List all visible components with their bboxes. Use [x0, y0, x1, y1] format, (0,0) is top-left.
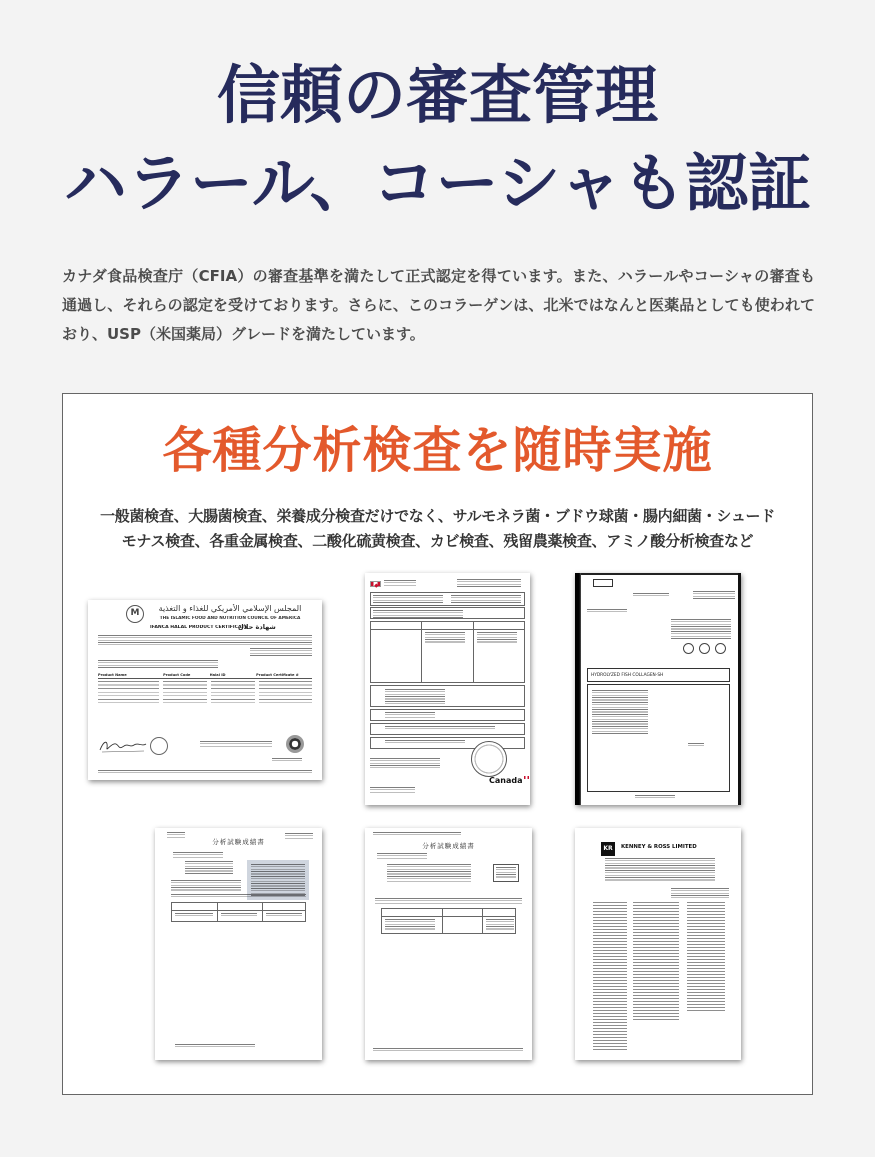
fine-print-lines — [671, 619, 731, 639]
intro-line: 通過し、それらの認定を受けております。さらに、このコラーゲンは、北米ではなんと医薬品としても使われて — [62, 296, 815, 314]
certificate-title: IFANCA HALAL PRODUCT CERTIFICATE — [150, 625, 248, 630]
fine-print-lines — [671, 888, 729, 898]
kr-logo — [601, 842, 615, 856]
halal-certificate-document — [88, 600, 322, 780]
fine-print-lines — [250, 648, 312, 656]
fine-print-lines — [251, 864, 305, 896]
round-seal-stamp — [150, 737, 168, 755]
fine-print-lines — [385, 689, 445, 704]
certificate-title-arabic: شهادة حلال — [238, 623, 276, 631]
analysis-section — [62, 393, 813, 1095]
table-column-lines — [98, 681, 159, 703]
fine-print-lines — [373, 610, 463, 618]
logo-letters: KR — [603, 845, 613, 852]
table-divider — [482, 909, 483, 933]
table-divider — [371, 629, 524, 630]
company-name: KENNEY & ROSS LIMITED — [621, 844, 697, 850]
form-section — [370, 709, 525, 721]
fine-print-lines — [688, 743, 704, 746]
collagen-analysis-report-document — [575, 573, 741, 805]
fine-print-lines — [373, 832, 461, 835]
fine-print-lines — [635, 795, 675, 798]
scan-edge — [575, 573, 581, 805]
fine-print-lines — [171, 880, 241, 892]
fine-print-lines — [221, 913, 257, 916]
fine-print-lines — [384, 580, 416, 587]
scan-edge — [738, 573, 741, 805]
fine-print-lines — [377, 853, 427, 859]
form-section — [370, 592, 525, 606]
form-section — [370, 723, 525, 735]
table-divider — [382, 916, 515, 917]
council-name-arabic: المجلس الإسلامي الأمريكي للغذاء و التغذية — [158, 604, 302, 613]
fine-print-lines — [373, 595, 443, 604]
form-section — [370, 607, 525, 619]
spec-labels — [593, 902, 627, 1052]
table-divider — [172, 910, 305, 911]
intro-paragraph — [62, 262, 815, 349]
fine-print-lines — [285, 833, 313, 839]
fine-print-lines — [175, 913, 213, 916]
table-column-lines — [163, 681, 207, 703]
certificate-table-rows — [98, 681, 312, 703]
fine-print-lines — [98, 635, 312, 645]
fine-print-lines — [486, 919, 514, 931]
table-header-cell: Product Certificate # — [256, 673, 299, 677]
council-name: THE ISLAMIC FOOD AND NUTRITION COUNCIL OF AMERICA — [159, 616, 301, 621]
table-divider — [217, 903, 218, 921]
description-line: モナス検査、各重金属検査、二酸化硫黄検査、カビ検査、残留農薬検査、アミノ酸分析検査など — [121, 532, 754, 550]
wordmark-text: Canada — [489, 776, 523, 785]
intro-line: おり、USP（米国薬局）グレードを満たしています。 — [62, 325, 425, 343]
footer-lines — [98, 770, 312, 773]
fine-print-lines — [385, 919, 435, 931]
fine-print-lines — [496, 867, 516, 879]
analysis-report-document — [155, 828, 322, 1060]
results-table — [171, 902, 306, 922]
report-title: 分析試験成績書 — [422, 842, 475, 850]
canada-flag-icon — [524, 776, 529, 779]
fine-print-lines — [370, 758, 440, 768]
analysis-report-document — [365, 828, 532, 1060]
form-stamp-box — [593, 579, 613, 587]
spec-values — [633, 902, 679, 1020]
description-line: 一般菌検査、大腸菌検査、栄養成分検査だけでなく、サルモネラ菌・ブドウ球菌・腸内細菌・シュード — [100, 507, 775, 525]
table-header-cell: Halal ID — [209, 673, 226, 677]
table-divider — [473, 622, 474, 682]
intro-line: カナダ食品検査庁（CFIA）の審査基準を満たして正式認定を得ています。また、ハラールやコーシャの審査も — [62, 267, 815, 285]
table-column-lines — [211, 681, 255, 703]
fine-print-lines — [385, 726, 495, 731]
signature-mark — [98, 738, 148, 754]
footer-lines — [373, 1048, 523, 1051]
fine-print-lines — [693, 591, 735, 599]
fine-print-lines — [171, 894, 306, 898]
fine-print-lines — [370, 787, 415, 793]
page-title-line-2: ハラール、コーシャも認証 — [63, 146, 812, 220]
ifanca-logo — [126, 605, 144, 623]
fine-print-lines — [185, 861, 233, 875]
table-header-cell: Product Name — [98, 673, 127, 677]
fine-print-lines — [173, 852, 223, 859]
kenney-ross-certificate-document — [575, 828, 741, 1060]
fine-print-lines — [605, 858, 715, 882]
canada-certificate-document — [365, 573, 530, 805]
council-seal-stamp — [286, 735, 304, 753]
fine-print-lines — [592, 690, 648, 734]
table-divider — [442, 909, 443, 933]
form-section — [370, 685, 525, 707]
inspector-stamp — [699, 643, 710, 654]
fine-print-lines — [457, 579, 521, 588]
fine-print-lines — [98, 660, 218, 668]
table-header-cell: Product Code — [163, 673, 191, 677]
inspector-stamp — [715, 643, 726, 654]
product-name-box: HYDROLYZED FISH COLLAGEN-SH — [587, 668, 730, 682]
fine-print-lines — [633, 593, 669, 598]
canada-wordmark — [489, 776, 529, 785]
inspector-stamp — [683, 643, 694, 654]
certificate-table-header — [98, 672, 312, 679]
analysis-heading: 各種分析検査を随時実施 — [162, 422, 713, 479]
product-table — [370, 621, 525, 683]
canada-flag-icon — [370, 581, 381, 587]
analysis-description — [63, 504, 812, 554]
footer-lines — [175, 1044, 255, 1047]
page-title-line-1: 信頼の審査管理 — [217, 58, 658, 132]
scan-edge — [575, 573, 741, 575]
fine-print-lines — [425, 632, 465, 644]
table-divider — [262, 903, 263, 921]
fine-print-lines — [385, 712, 435, 719]
fine-print-lines — [375, 898, 522, 904]
fine-print-lines — [272, 758, 302, 761]
table-column-lines — [259, 681, 312, 703]
results-box — [587, 684, 730, 792]
fine-print-lines — [266, 913, 302, 916]
spec-results — [687, 902, 725, 1012]
fine-print-lines — [387, 864, 471, 882]
report-title: 分析試験成績書 — [212, 838, 265, 846]
fine-print-lines — [385, 740, 465, 745]
inspection-stamp — [471, 741, 507, 777]
fine-print-lines — [451, 595, 521, 604]
fine-print-lines — [587, 609, 627, 612]
table-divider — [421, 622, 422, 682]
fine-print-lines — [477, 632, 517, 644]
fine-print-lines — [200, 741, 272, 747]
logo-letter: M — [130, 608, 140, 618]
results-table — [381, 908, 516, 934]
lab-seal-stamp — [493, 864, 519, 882]
